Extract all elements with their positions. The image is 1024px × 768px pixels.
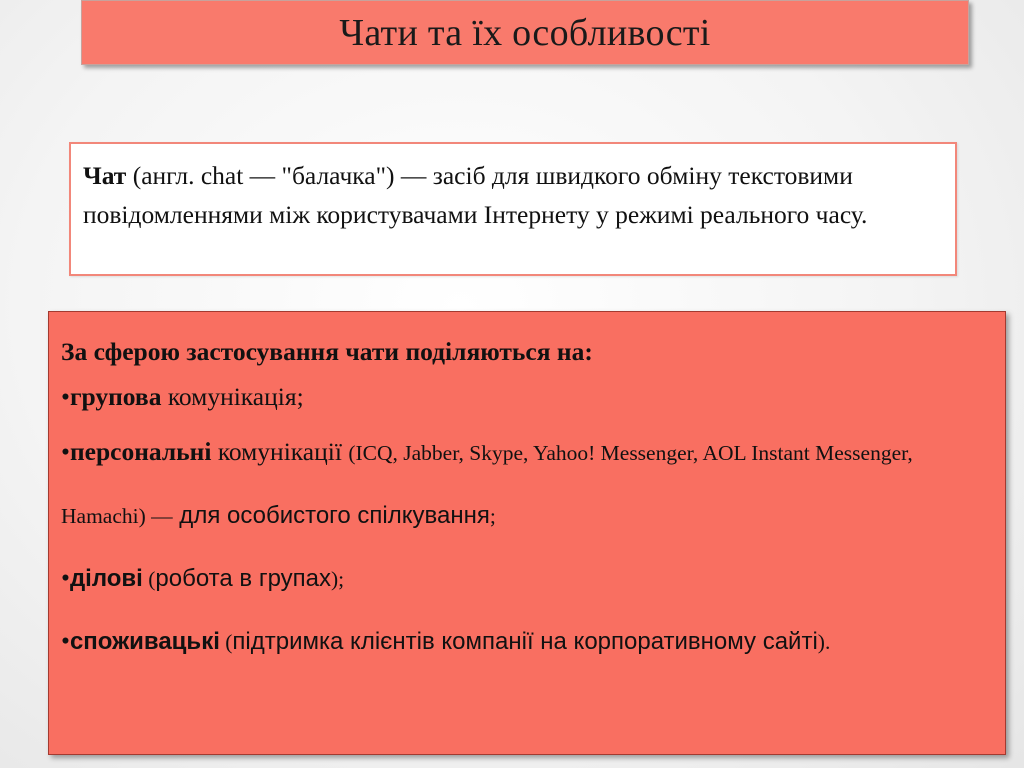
item-label: персональні	[69, 437, 212, 466]
slide-title: Чати та їх особливості	[339, 11, 711, 54]
item-open: (	[142, 567, 156, 591]
item-note: підтримка клієнтів компанії на корпоративному сайті	[232, 628, 818, 655]
item-open: (	[219, 630, 233, 654]
bullet: •	[61, 563, 70, 592]
item-purpose: для особистого спілкування	[172, 502, 490, 529]
definition-term: Чат	[83, 161, 127, 190]
item-note: робота в групах	[155, 565, 331, 592]
chat-types-heading: За сферою застосування чати поділяються на:	[61, 337, 593, 366]
chat-types-box	[48, 311, 1006, 755]
bullet: •	[61, 626, 70, 655]
item-text: комунікація;	[161, 382, 304, 411]
definition-text: (англ. chat — "балачка") — засіб для швидкого обміну текстовими повідомленнями між користувачами Інтернету у режимі реального часу.	[83, 161, 868, 229]
list-item-group	[61, 381, 993, 413]
item-tail: ;	[489, 504, 496, 528]
item-label: ділові	[69, 565, 143, 592]
item-close: ).	[817, 630, 831, 654]
definition-box	[69, 142, 957, 276]
slide-title-bar	[81, 0, 969, 65]
item-label: групова	[69, 382, 162, 411]
item-close: );	[331, 567, 345, 591]
list-item-personal	[61, 421, 993, 547]
list-item-business	[61, 547, 993, 610]
bullet: •	[61, 382, 70, 411]
bullet: •	[61, 437, 70, 466]
item-text: комунікації	[211, 437, 349, 466]
item-examples: (ICQ, Jabber, Skype, Yahoo! Messenger, AOL Instant Messenger, Hamachi) —	[61, 441, 913, 528]
list-item-consumer	[61, 610, 993, 673]
item-label: споживацькі	[69, 628, 220, 655]
